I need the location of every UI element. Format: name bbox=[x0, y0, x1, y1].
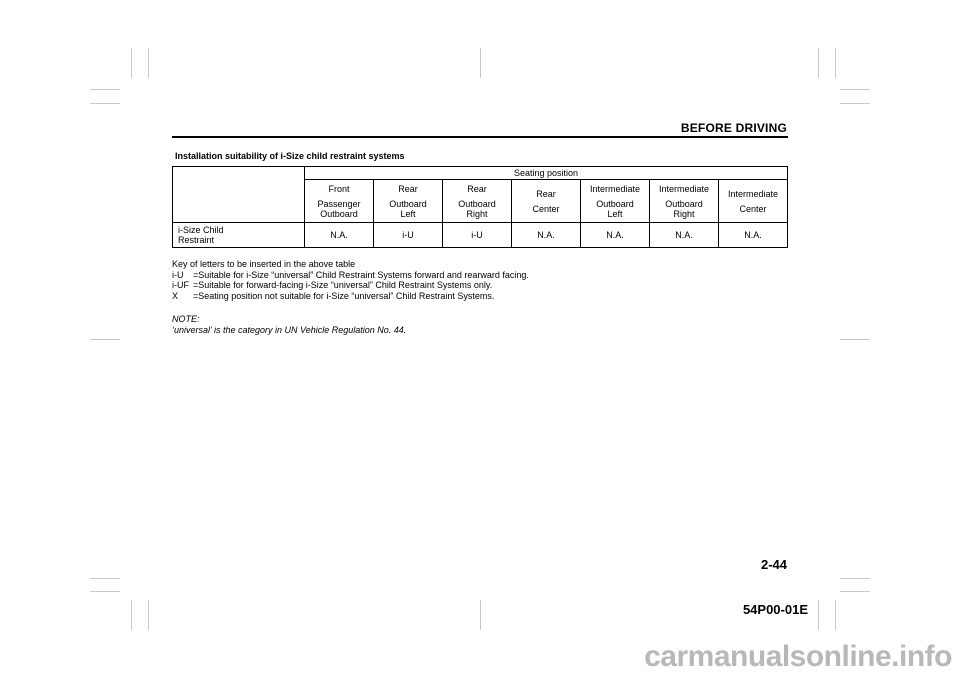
crop-mark bbox=[840, 89, 870, 90]
watermark-text: carmanualsonline.info bbox=[644, 640, 952, 673]
crop-mark bbox=[480, 48, 481, 78]
column-name: Front bbox=[328, 183, 350, 194]
seating-position-header: Seating position bbox=[305, 167, 788, 180]
column-header bbox=[719, 180, 788, 223]
column-sub: Center bbox=[532, 203, 560, 214]
table-title: Installation suitability of i-Size child restraint systems bbox=[175, 151, 405, 161]
column-sub: Outboard Right bbox=[665, 198, 703, 219]
row-label: i-Size Child Restraint bbox=[173, 223, 305, 248]
crop-mark bbox=[840, 591, 870, 592]
table-cell: N.A. bbox=[650, 223, 719, 248]
key-code: i-UF bbox=[172, 280, 189, 291]
crop-mark bbox=[148, 600, 149, 630]
document-code: 54P00-01E bbox=[742, 602, 808, 617]
header-rule bbox=[172, 136, 788, 138]
crop-mark bbox=[835, 48, 836, 78]
crop-mark bbox=[131, 48, 132, 78]
key-code: X bbox=[172, 290, 179, 301]
watermark bbox=[0, 628, 960, 678]
crop-mark bbox=[840, 578, 870, 579]
note-label: NOTE: bbox=[172, 314, 200, 324]
table-cell: i-U bbox=[374, 223, 443, 248]
key-text: =Suitable for i-Size “universal” Child Restraint Systems forward and rearward facing. bbox=[193, 269, 529, 280]
column-header bbox=[374, 180, 443, 223]
crop-mark bbox=[90, 339, 120, 340]
crop-mark bbox=[818, 600, 819, 630]
page-number: 2-44 bbox=[760, 557, 787, 572]
note-block bbox=[172, 314, 406, 335]
crop-mark bbox=[818, 48, 819, 78]
crop-mark bbox=[835, 600, 836, 630]
column-header bbox=[512, 180, 581, 223]
table-corner-cell bbox=[173, 167, 305, 223]
column-name: Intermediate bbox=[589, 183, 641, 194]
crop-mark bbox=[480, 600, 481, 630]
section-title: BEFORE DRIVING bbox=[680, 121, 787, 135]
table-header-row bbox=[173, 167, 788, 180]
note-text: ‘universal’ is the category in UN Vehicle Regulation No. 44. bbox=[172, 324, 407, 335]
key-text: =Suitable for forward-facing i-Size “universal” Child Restraint Systems only. bbox=[193, 280, 493, 291]
crop-mark bbox=[90, 578, 120, 579]
table-cell: N.A. bbox=[581, 223, 650, 248]
key-item bbox=[172, 280, 529, 291]
key-item bbox=[172, 291, 529, 302]
column-sub: Outboard Left bbox=[389, 198, 427, 219]
crop-mark bbox=[90, 103, 120, 104]
column-header bbox=[443, 180, 512, 223]
key-code: i-U bbox=[172, 269, 184, 280]
crop-mark bbox=[840, 339, 870, 340]
column-sub: Center bbox=[739, 203, 767, 214]
column-header bbox=[305, 180, 374, 223]
table-cell: N.A. bbox=[305, 223, 374, 248]
column-header bbox=[650, 180, 719, 223]
column-sub: Outboard Left bbox=[596, 198, 634, 219]
column-sub: Outboard Right bbox=[458, 198, 496, 219]
key-text: =Seating position not suitable for i-Size “universal” Child Restraint Systems. bbox=[193, 290, 495, 301]
table-cell: N.A. bbox=[512, 223, 581, 248]
key-intro: Key of letters to be inserted in the above table bbox=[172, 259, 356, 269]
table-row bbox=[173, 223, 788, 248]
crop-mark bbox=[840, 103, 870, 104]
crop-mark bbox=[90, 89, 120, 90]
table-cell: i-U bbox=[443, 223, 512, 248]
column-header bbox=[581, 180, 650, 223]
column-name: Intermediate bbox=[727, 188, 779, 199]
key-item bbox=[172, 270, 529, 281]
table-cell: N.A. bbox=[719, 223, 788, 248]
crop-mark bbox=[90, 591, 120, 592]
column-name: Rear bbox=[398, 183, 418, 194]
suitability-table bbox=[172, 166, 788, 248]
column-sub: Passenger Outboard bbox=[317, 198, 361, 219]
column-name: Rear bbox=[467, 183, 487, 194]
crop-mark bbox=[131, 600, 132, 630]
crop-mark bbox=[148, 48, 149, 78]
column-name: Intermediate bbox=[658, 183, 710, 194]
column-name: Rear bbox=[536, 188, 556, 199]
key-legend bbox=[172, 259, 529, 301]
